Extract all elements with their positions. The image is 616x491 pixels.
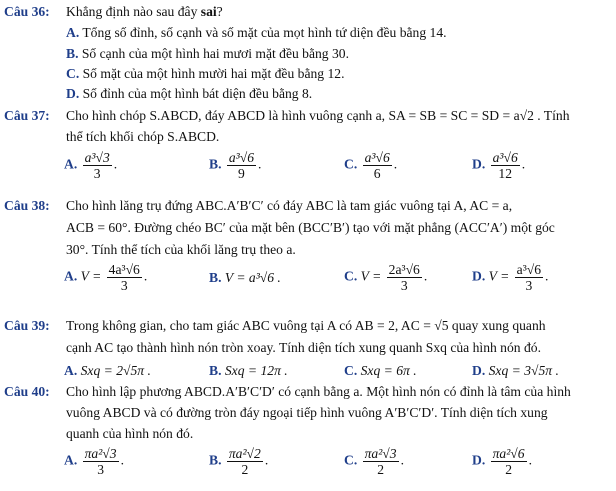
- option-c[interactable]: C. Sxq = 6π .: [344, 363, 417, 378]
- option-b[interactable]: B. Số cạnh của một hình hai mươi mặt đều bằng 30.: [66, 46, 349, 61]
- question-stem-line2: cạnh AC tạo thành hình nón tròn xoay. Tính diện tích xung quanh Sxq của hình nón đó.: [66, 340, 541, 355]
- question-number: Câu 40:: [4, 384, 50, 399]
- question-stem-line2: thể tích khối chóp S.ABCD.: [66, 129, 220, 144]
- option-c[interactable]: C. Số mặt của một hình mười hai mặt đều bằng 12.: [66, 66, 345, 81]
- question-stem-line1: Cho hình chóp S.ABCD, đáy ABCD là hình vuông cạnh a, SA = SB = SC = SD = a√2 . Tính: [66, 108, 570, 123]
- question-stem-line2: vuông ABCD và có đường tròn đáy ngoại tiếp hình vuông A′B′C′D′. Tính diện tích xung: [66, 405, 548, 420]
- question-number: Câu 36:: [4, 4, 50, 19]
- question-stem-line2: ACB = 60°. Đường chéo BC′ của mặt bên (BCC′B′) tạo với mặt phẳng (ACC′A′) một góc: [66, 220, 555, 235]
- fraction: $\frac{\text{πa²√2}}{2}$: [228, 446, 261, 477]
- option-b[interactable]: B. Sxq = 12π .: [209, 363, 288, 378]
- option-b[interactable]: B. $\frac{\text{a³√6}}{9}$ .: [209, 150, 262, 181]
- question-36: [4, 4, 612, 101]
- option-a[interactable]: A. V = $\frac{\text{4a³√6}}{3}$ .: [64, 262, 148, 293]
- question-stem-line3: 30°. Tính thể tích của khối lăng trụ theo a.: [66, 242, 296, 257]
- question-stem-line3: quanh của hình nón đó.: [66, 426, 194, 441]
- option-b[interactable]: B. V = a³√6 .: [209, 270, 281, 285]
- question-38: [4, 198, 612, 302]
- fraction: $\frac{\text{2a³√6}}{3}$: [388, 262, 420, 293]
- fraction: $\frac{\text{a³√6}}{3}$: [516, 262, 542, 293]
- question-number: Câu 38:: [4, 198, 50, 213]
- fraction: $\frac{\text{a³√3}}{3}$: [84, 150, 110, 181]
- question-37: [4, 108, 612, 188]
- option-a[interactable]: A. $\frac{\text{πa²√3}}{3}$ .: [64, 446, 124, 477]
- question-stem-line1: Cho hình lập phương ABCD.A′B′C′D′ có cạnh bằng a. Một hình nón có đỉnh là tâm của hình: [66, 384, 571, 399]
- question-39: [4, 318, 612, 394]
- option-d[interactable]: D. $\frac{\text{πa²√6}}{2}$ .: [472, 446, 532, 477]
- fraction: $\frac{\text{a³√6}}{6}$: [364, 150, 390, 181]
- fraction: $\frac{\text{πa²√6}}{2}$: [492, 446, 525, 477]
- fraction: $\frac{\text{πa²√3}}{2}$: [364, 446, 397, 477]
- option-a[interactable]: A. Sxq = 2√5π .: [64, 363, 151, 378]
- question-stem-line1: Trong không gian, cho tam giác ABC vuông tại A có AB = 2, AC = √5 quay xung quanh: [66, 318, 546, 333]
- option-c[interactable]: C. $\frac{\text{a³√6}}{6}$ .: [344, 150, 398, 181]
- fraction: $\frac{\text{a³√6}}{12}$: [492, 150, 518, 181]
- option-a[interactable]: A. Tổng số đỉnh, số cạnh và số mặt của mọt hình tứ diện đều bằng 14.: [66, 25, 447, 40]
- option-a[interactable]: A. $\frac{\text{a³√3}}{3}$ .: [64, 150, 118, 181]
- question-stem: Khẳng định nào sau đây sai?: [66, 4, 223, 19]
- fraction: $\frac{\text{πa²√3}}{3}$: [84, 446, 117, 477]
- option-d[interactable]: D. Số đỉnh của một hình bát diện đều bằng 8.: [66, 86, 313, 101]
- question-number: Câu 37:: [4, 108, 50, 123]
- option-d[interactable]: D. V = $\frac{\text{a³√6}}{3}$ .: [472, 262, 549, 293]
- fraction: $\frac{\text{a³√6}}{9}$: [228, 150, 255, 181]
- option-b[interactable]: B. $\frac{\text{πa²√2}}{2}$ .: [209, 446, 269, 477]
- fraction: $\frac{\text{4a³√6}}{3}$: [108, 262, 140, 293]
- option-d[interactable]: D. Sxq = 3√5π .: [472, 363, 559, 378]
- option-c[interactable]: C. V = $\frac{\text{2a³√6}}{3}$ .: [344, 262, 428, 293]
- option-d[interactable]: D. $\frac{\text{a³√6}}{12}$ .: [472, 150, 526, 181]
- question-40: [4, 384, 612, 488]
- question-number: Câu 39:: [4, 318, 50, 333]
- option-c[interactable]: C. $\frac{\text{πa²√3}}{2}$ .: [344, 446, 404, 477]
- question-stem-line1: Cho hình lăng trụ đứng ABC.A′B′C′ có đáy ABC là tam giác vuông tại A, AC = a,: [66, 198, 513, 213]
